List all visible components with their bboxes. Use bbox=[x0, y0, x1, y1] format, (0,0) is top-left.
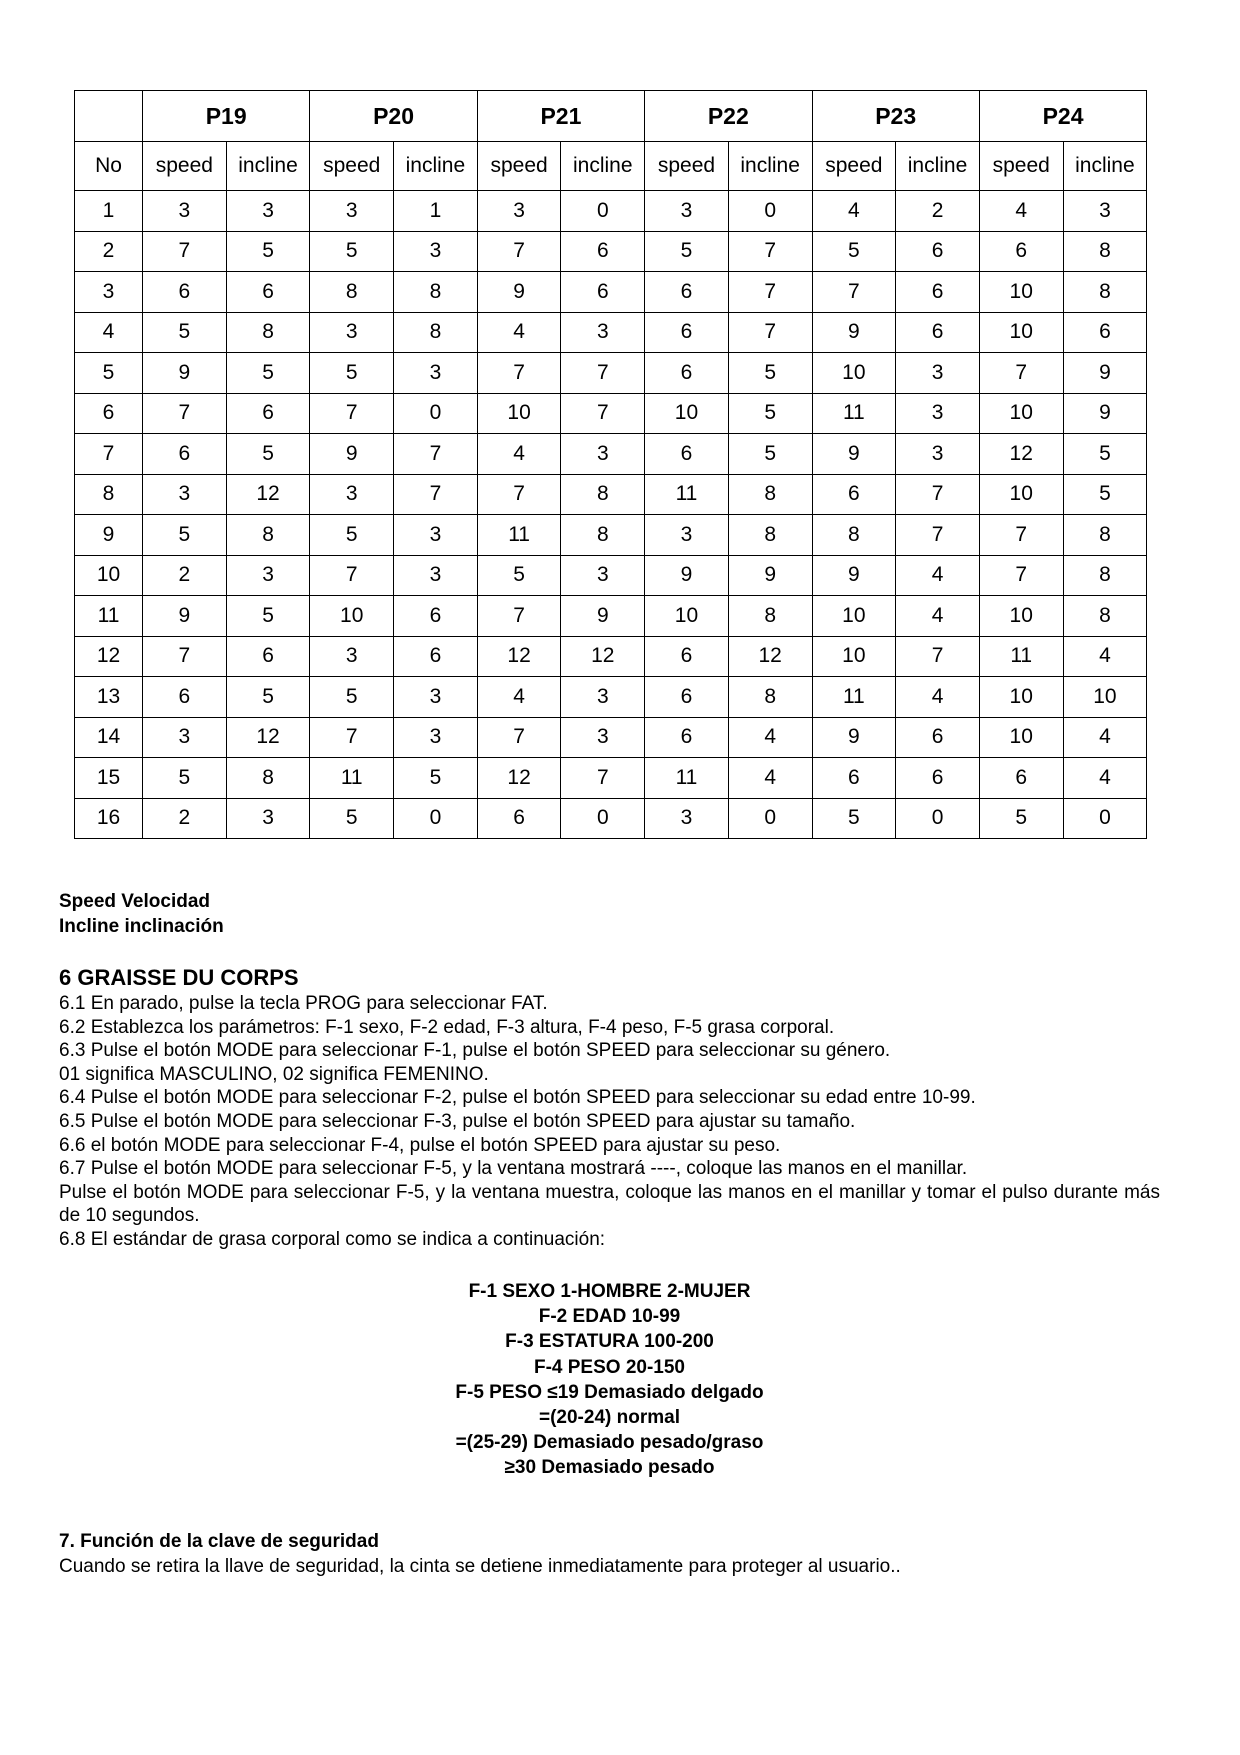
table-cell: 9 bbox=[477, 272, 561, 313]
section-6-line: 6.4 Pulse el botón MODE para seleccionar F-2, pulse el botón SPEED para seleccionar su edad entre 10-99. bbox=[59, 1087, 976, 1109]
section-6-line: 6.7 Pulse el botón MODE para seleccionar F-5, y la ventana mostrará ----, coloque las manos en el manillar. bbox=[59, 1158, 968, 1180]
table-cell: 7 bbox=[477, 596, 561, 637]
table-cell: 6 bbox=[226, 393, 310, 434]
table-cell: 10 bbox=[645, 596, 729, 637]
table-cell: 7 bbox=[561, 393, 645, 434]
table-cell: 4 bbox=[979, 191, 1063, 232]
table-cell: 6 bbox=[979, 231, 1063, 272]
section-6-line: 01 significa MASCULINO, 02 significa FEMENINO. bbox=[59, 1063, 489, 1085]
table-cell: 6 bbox=[143, 434, 227, 475]
table-cell: 3 bbox=[477, 191, 561, 232]
table-cell: 5 bbox=[226, 677, 310, 718]
corner-cell bbox=[75, 91, 143, 142]
table-row bbox=[75, 272, 1147, 313]
speed-header-p23: speed bbox=[812, 142, 896, 191]
section-7 bbox=[59, 1529, 1160, 1579]
table-cell: 4 bbox=[812, 191, 896, 232]
table-cell: 0 bbox=[728, 798, 812, 839]
table-cell: 10 bbox=[812, 636, 896, 677]
table-cell: 5 bbox=[226, 434, 310, 475]
table-cell: 3 bbox=[310, 474, 394, 515]
table-cell: 7 bbox=[394, 474, 478, 515]
table-row bbox=[75, 677, 1147, 718]
table-cell: 7 bbox=[477, 231, 561, 272]
table-cell: 5 bbox=[812, 798, 896, 839]
section-6-line: 6.6 el botón MODE para seleccionar F-4, pulse el botón SPEED para ajustar su peso. bbox=[59, 1134, 781, 1156]
table-cell: 3 bbox=[1063, 191, 1147, 232]
table-cell: 0 bbox=[561, 798, 645, 839]
section-6-paragraph: Pulse el botón MODE para seleccionar F-5, y la ventana muestra, coloque las manos en el manillar y tomar el pulso durante más de 10 segundos. bbox=[59, 1181, 1160, 1227]
table-cell: 8 bbox=[812, 515, 896, 556]
table-cell: 3 bbox=[143, 717, 227, 758]
table-cell: 7 bbox=[979, 515, 1063, 556]
table-cell: 8 bbox=[1063, 555, 1147, 596]
row-number-cell: 1 bbox=[75, 191, 143, 232]
table-cell: 9 bbox=[812, 312, 896, 353]
table-cell: 3 bbox=[561, 312, 645, 353]
table-cell: 7 bbox=[477, 717, 561, 758]
table-cell: 4 bbox=[728, 758, 812, 799]
section-6-line: 6.2 Establezca los parámetros: F-1 sexo, F-2 edad, F-3 altura, F-4 peso, F-5 grasa corporal. bbox=[59, 1016, 835, 1038]
table-cell: 4 bbox=[896, 677, 980, 718]
table-cell: 3 bbox=[896, 434, 980, 475]
table-cell: 8 bbox=[1063, 272, 1147, 313]
table-cell: 5 bbox=[226, 596, 310, 637]
table-cell: 6 bbox=[226, 272, 310, 313]
table-cell: 12 bbox=[979, 434, 1063, 475]
table-cell: 7 bbox=[728, 231, 812, 272]
table-cell: 10 bbox=[979, 272, 1063, 313]
table-cell: 0 bbox=[1063, 798, 1147, 839]
table-cell: 3 bbox=[143, 191, 227, 232]
table-cell: 3 bbox=[394, 231, 478, 272]
table-cell: 7 bbox=[728, 272, 812, 313]
program-header-p20: P20 bbox=[310, 91, 477, 142]
row-number-cell: 3 bbox=[75, 272, 143, 313]
incline-header-p23: incline bbox=[896, 142, 980, 191]
section-7-title: 7. Función de la clave de seguridad bbox=[59, 1531, 379, 1552]
table-cell: 7 bbox=[896, 515, 980, 556]
table-cell: 7 bbox=[979, 555, 1063, 596]
program-header-p22: P22 bbox=[645, 91, 812, 142]
table-cell: 3 bbox=[394, 515, 478, 556]
table-cell: 10 bbox=[812, 353, 896, 394]
row-number-cell: 16 bbox=[75, 798, 143, 839]
table-cell: 3 bbox=[310, 191, 394, 232]
row-number-cell: 10 bbox=[75, 555, 143, 596]
table-cell: 8 bbox=[728, 677, 812, 718]
table-cell: 3 bbox=[645, 191, 729, 232]
table-cell: 3 bbox=[394, 353, 478, 394]
table-cell: 3 bbox=[561, 434, 645, 475]
table-cell: 7 bbox=[561, 758, 645, 799]
table-row bbox=[75, 191, 1147, 232]
section-6-line: 6.5 Pulse el botón MODE para seleccionar F-3, pulse el botón SPEED para ajustar su tamaño. bbox=[59, 1110, 856, 1132]
table-cell: 8 bbox=[226, 312, 310, 353]
table-cell: 3 bbox=[310, 312, 394, 353]
table-cell: 3 bbox=[394, 555, 478, 596]
table-cell: 2 bbox=[143, 555, 227, 596]
table-cell: 5 bbox=[979, 798, 1063, 839]
row-number-cell: 15 bbox=[75, 758, 143, 799]
table-row bbox=[75, 515, 1147, 556]
program-header-p19: P19 bbox=[143, 91, 310, 142]
table-cell: 7 bbox=[812, 272, 896, 313]
table-row bbox=[75, 758, 1147, 799]
table-cell: 8 bbox=[226, 758, 310, 799]
table-cell: 6 bbox=[645, 717, 729, 758]
standard-line: F-3 ESTATURA 100-200 bbox=[505, 1331, 714, 1353]
table-cell: 12 bbox=[561, 636, 645, 677]
section-6-line: 6.1 En parado, pulse la tecla PROG para seleccionar FAT. bbox=[59, 993, 548, 1014]
table-cell: 5 bbox=[645, 231, 729, 272]
incline-header-p20: incline bbox=[394, 142, 478, 191]
table-row bbox=[75, 393, 1147, 434]
table-cell: 5 bbox=[143, 758, 227, 799]
speed-header-p21: speed bbox=[477, 142, 561, 191]
table-row bbox=[75, 434, 1147, 475]
program-table bbox=[74, 90, 1147, 839]
standard-line: ≥30 Demasiado pesado bbox=[504, 1457, 715, 1479]
section-7-text: Cuando se retira la llave de seguridad, la cinta se detiene inmediatamente para proteger al usuario.. bbox=[59, 1556, 901, 1577]
table-cell: 8 bbox=[310, 272, 394, 313]
table-cell: 6 bbox=[645, 312, 729, 353]
table-cell: 11 bbox=[310, 758, 394, 799]
standard-line: F-5 PESO ≤19 Demasiado delgado bbox=[455, 1381, 764, 1403]
sub-header-row bbox=[75, 142, 1147, 191]
table-cell: 7 bbox=[896, 474, 980, 515]
table-cell: 2 bbox=[896, 191, 980, 232]
table-cell: 5 bbox=[812, 231, 896, 272]
table-cell: 6 bbox=[645, 353, 729, 394]
table-cell: 10 bbox=[477, 393, 561, 434]
table-cell: 5 bbox=[310, 353, 394, 394]
table-cell: 3 bbox=[645, 798, 729, 839]
program-header-p24: P24 bbox=[979, 91, 1146, 142]
table-cell: 4 bbox=[1063, 717, 1147, 758]
table-cell: 6 bbox=[645, 636, 729, 677]
table-cell: 6 bbox=[896, 272, 980, 313]
table-cell: 8 bbox=[728, 596, 812, 637]
table-cell: 12 bbox=[477, 758, 561, 799]
legend bbox=[59, 889, 224, 939]
incline-header-p19: incline bbox=[226, 142, 310, 191]
standard-line: =(20-24) normal bbox=[539, 1407, 680, 1429]
program-header-row bbox=[75, 91, 1147, 142]
table-row bbox=[75, 717, 1147, 758]
table-cell: 10 bbox=[979, 717, 1063, 758]
table-cell: 4 bbox=[477, 312, 561, 353]
table-cell: 10 bbox=[979, 393, 1063, 434]
table-cell: 6 bbox=[226, 636, 310, 677]
table-cell: 0 bbox=[394, 798, 478, 839]
table-cell: 6 bbox=[979, 758, 1063, 799]
table-cell: 12 bbox=[728, 636, 812, 677]
table-cell: 3 bbox=[645, 515, 729, 556]
table-cell: 0 bbox=[896, 798, 980, 839]
row-number-cell: 4 bbox=[75, 312, 143, 353]
table-cell: 9 bbox=[310, 434, 394, 475]
section-6-title: 6 GRAISSE DU CORPS bbox=[59, 965, 299, 990]
table-cell: 3 bbox=[896, 353, 980, 394]
table-cell: 5 bbox=[310, 515, 394, 556]
table-cell: 8 bbox=[1063, 515, 1147, 556]
table-cell: 6 bbox=[1063, 312, 1147, 353]
table-cell: 9 bbox=[812, 434, 896, 475]
table-cell: 0 bbox=[394, 393, 478, 434]
section-6-line: 6.3 Pulse el botón MODE para seleccionar F-1, pulse el botón SPEED para seleccionar su género. bbox=[59, 1040, 891, 1062]
table-cell: 7 bbox=[477, 353, 561, 394]
table-cell: 8 bbox=[728, 515, 812, 556]
legend-speed: Speed Velocidad bbox=[59, 891, 210, 912]
table-cell: 10 bbox=[645, 393, 729, 434]
table-cell: 7 bbox=[477, 474, 561, 515]
table-cell: 10 bbox=[979, 312, 1063, 353]
table-cell: 6 bbox=[645, 272, 729, 313]
table-cell: 3 bbox=[896, 393, 980, 434]
table-row bbox=[75, 474, 1147, 515]
table-cell: 10 bbox=[979, 474, 1063, 515]
table-cell: 7 bbox=[896, 636, 980, 677]
table-cell: 6 bbox=[896, 312, 980, 353]
table-row bbox=[75, 636, 1147, 677]
row-number-cell: 5 bbox=[75, 353, 143, 394]
table-cell: 9 bbox=[561, 596, 645, 637]
table-cell: 9 bbox=[143, 353, 227, 394]
row-number-cell: 2 bbox=[75, 231, 143, 272]
table-cell: 5 bbox=[310, 231, 394, 272]
table-cell: 6 bbox=[812, 474, 896, 515]
row-number-cell: 6 bbox=[75, 393, 143, 434]
table-cell: 6 bbox=[812, 758, 896, 799]
table-cell: 7 bbox=[143, 231, 227, 272]
table-cell: 6 bbox=[896, 758, 980, 799]
table-cell: 7 bbox=[979, 353, 1063, 394]
table-cell: 4 bbox=[477, 677, 561, 718]
table-cell: 7 bbox=[561, 353, 645, 394]
table-cell: 3 bbox=[561, 717, 645, 758]
table-cell: 8 bbox=[394, 272, 478, 313]
table-row bbox=[75, 312, 1147, 353]
table-row bbox=[75, 555, 1147, 596]
row-number-cell: 7 bbox=[75, 434, 143, 475]
table-cell: 5 bbox=[728, 353, 812, 394]
row-number-cell: 14 bbox=[75, 717, 143, 758]
table-cell: 5 bbox=[728, 434, 812, 475]
table-cell: 3 bbox=[561, 677, 645, 718]
table-cell: 5 bbox=[226, 231, 310, 272]
table-cell: 4 bbox=[1063, 758, 1147, 799]
table-cell: 8 bbox=[226, 515, 310, 556]
table-cell: 11 bbox=[645, 474, 729, 515]
table-cell: 11 bbox=[812, 393, 896, 434]
table-cell: 7 bbox=[310, 717, 394, 758]
table-row bbox=[75, 231, 1147, 272]
table-cell: 12 bbox=[477, 636, 561, 677]
legend-incline: Incline inclinación bbox=[59, 916, 224, 937]
table-cell: 7 bbox=[310, 393, 394, 434]
table-cell: 3 bbox=[226, 555, 310, 596]
row-number-cell: 13 bbox=[75, 677, 143, 718]
speed-header-p19: speed bbox=[143, 142, 227, 191]
speed-header-p22: speed bbox=[645, 142, 729, 191]
table-cell: 6 bbox=[143, 272, 227, 313]
table-cell: 7 bbox=[394, 434, 478, 475]
table-cell: 6 bbox=[561, 272, 645, 313]
table-cell: 3 bbox=[143, 474, 227, 515]
no-header: No bbox=[75, 142, 143, 191]
row-number-cell: 8 bbox=[75, 474, 143, 515]
table-cell: 11 bbox=[979, 636, 1063, 677]
speed-header-p24: speed bbox=[979, 142, 1063, 191]
row-number-cell: 9 bbox=[75, 515, 143, 556]
table-cell: 4 bbox=[477, 434, 561, 475]
table-cell: 5 bbox=[1063, 434, 1147, 475]
speed-header-p20: speed bbox=[310, 142, 394, 191]
table-cell: 5 bbox=[394, 758, 478, 799]
table-cell: 10 bbox=[812, 596, 896, 637]
table-cell: 4 bbox=[728, 717, 812, 758]
table-cell: 4 bbox=[896, 555, 980, 596]
table-cell: 5 bbox=[226, 353, 310, 394]
body-fat-standard bbox=[59, 1279, 1160, 1481]
table-cell: 5 bbox=[143, 515, 227, 556]
table-cell: 0 bbox=[728, 191, 812, 232]
table-cell: 11 bbox=[812, 677, 896, 718]
table-cell: 3 bbox=[561, 555, 645, 596]
table-cell: 11 bbox=[645, 758, 729, 799]
table-cell: 7 bbox=[143, 636, 227, 677]
standard-line: F-2 EDAD 10-99 bbox=[538, 1306, 681, 1328]
program-header-p21: P21 bbox=[477, 91, 644, 142]
incline-header-p24: incline bbox=[1063, 142, 1147, 191]
table-cell: 6 bbox=[143, 677, 227, 718]
table-cell: 3 bbox=[394, 677, 478, 718]
table-cell: 4 bbox=[896, 596, 980, 637]
table-cell: 10 bbox=[1063, 677, 1147, 718]
table-cell: 0 bbox=[561, 191, 645, 232]
table-cell: 11 bbox=[477, 515, 561, 556]
table-cell: 12 bbox=[226, 717, 310, 758]
table-cell: 6 bbox=[477, 798, 561, 839]
standard-line: F-4 PESO 20-150 bbox=[533, 1356, 686, 1378]
table-cell: 6 bbox=[645, 434, 729, 475]
table-row bbox=[75, 353, 1147, 394]
table-cell: 8 bbox=[1063, 596, 1147, 637]
table-cell: 6 bbox=[896, 231, 980, 272]
table-cell: 4 bbox=[1063, 636, 1147, 677]
table-cell: 9 bbox=[1063, 353, 1147, 394]
incline-header-p22: incline bbox=[728, 142, 812, 191]
table-cell: 8 bbox=[1063, 231, 1147, 272]
table-cell: 9 bbox=[1063, 393, 1147, 434]
table-cell: 8 bbox=[561, 474, 645, 515]
table-cell: 6 bbox=[394, 596, 478, 637]
table-cell: 3 bbox=[394, 717, 478, 758]
table-cell: 3 bbox=[226, 191, 310, 232]
table-cell: 3 bbox=[310, 636, 394, 677]
table-cell: 8 bbox=[394, 312, 478, 353]
standard-line: F-1 SEXO 1-HOMBRE 2-MUJER bbox=[468, 1281, 751, 1302]
table-cell: 9 bbox=[812, 555, 896, 596]
table-cell: 3 bbox=[226, 798, 310, 839]
table-cell: 5 bbox=[310, 798, 394, 839]
table-cell: 7 bbox=[143, 393, 227, 434]
table-cell: 8 bbox=[561, 515, 645, 556]
incline-header-p21: incline bbox=[561, 142, 645, 191]
table-cell: 7 bbox=[728, 312, 812, 353]
table-cell: 6 bbox=[394, 636, 478, 677]
table-row bbox=[75, 596, 1147, 637]
section-6-line: 6.8 El estándar de grasa corporal como se indica a continuación: bbox=[59, 1228, 606, 1250]
row-number-cell: 11 bbox=[75, 596, 143, 637]
table-cell: 12 bbox=[226, 474, 310, 515]
table-cell: 1 bbox=[394, 191, 478, 232]
table-cell: 9 bbox=[645, 555, 729, 596]
table-cell: 5 bbox=[143, 312, 227, 353]
table-cell: 6 bbox=[561, 231, 645, 272]
table-cell: 9 bbox=[812, 717, 896, 758]
table-cell: 5 bbox=[728, 393, 812, 434]
section-6 bbox=[59, 964, 1160, 1252]
table-cell: 5 bbox=[310, 677, 394, 718]
table-cell: 6 bbox=[645, 677, 729, 718]
row-number-cell: 12 bbox=[75, 636, 143, 677]
table-cell: 9 bbox=[728, 555, 812, 596]
table-row bbox=[75, 798, 1147, 839]
table-cell: 10 bbox=[310, 596, 394, 637]
table-cell: 10 bbox=[979, 596, 1063, 637]
table-cell: 8 bbox=[728, 474, 812, 515]
table-cell: 9 bbox=[143, 596, 227, 637]
table-cell: 10 bbox=[979, 677, 1063, 718]
table-cell: 7 bbox=[310, 555, 394, 596]
program-header-p23: P23 bbox=[812, 91, 979, 142]
table-cell: 5 bbox=[477, 555, 561, 596]
standard-line: =(25-29) Demasiado pesado/graso bbox=[455, 1432, 764, 1454]
table-cell: 2 bbox=[143, 798, 227, 839]
table-cell: 5 bbox=[1063, 474, 1147, 515]
table-cell: 6 bbox=[896, 717, 980, 758]
